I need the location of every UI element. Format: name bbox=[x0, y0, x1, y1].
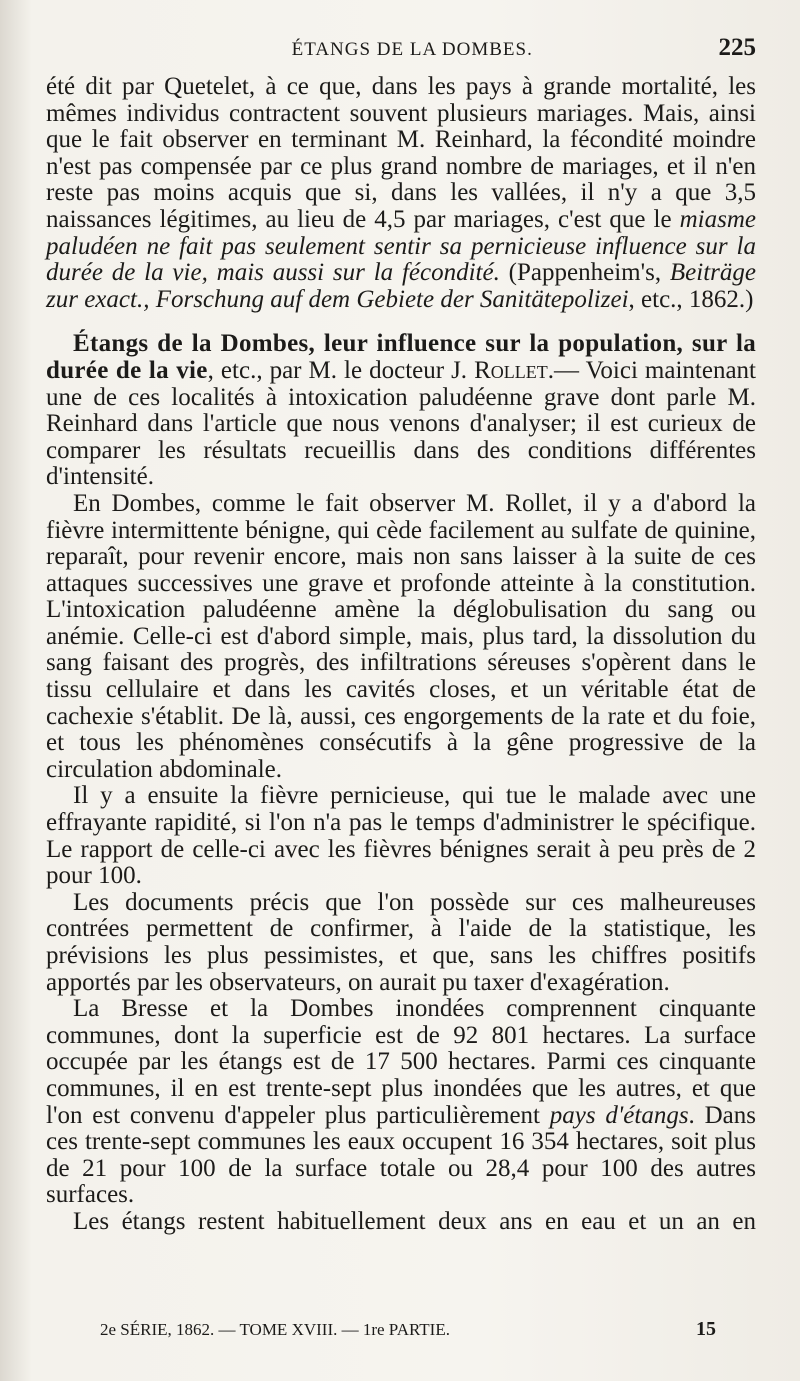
page-header bbox=[46, 34, 756, 74]
running-title: ÉTANGS DE LA DOMBES. bbox=[291, 39, 533, 60]
paragraph-2 bbox=[46, 331, 756, 491]
paragraph-7: Les étangs restent habituellement deux ans en eau et un an en bbox=[73, 1207, 756, 1235]
signature-mark: 15 bbox=[696, 1318, 716, 1340]
section-title: Étangs de la Dombes, leur influence sur la population, sur la durée de la vie bbox=[46, 330, 756, 384]
series-info: 2e SÉRIE, 1862. — TOME XVIII. — 1re PARTIE. bbox=[100, 1320, 450, 1339]
paragraph-4: Il y a ensuite la fièvre pernicieuse, qui tue le malade avec une effrayante rapidité, si l'on n'a pas le temps d'administrer le spécifique. Le rapport de celle-ci avec les fièvres bénignes serait à peu près de 2 pour 100. bbox=[46, 782, 756, 890]
author-name: Rollet bbox=[474, 356, 548, 384]
p2-text-b: .— Voici maintenant une de ces localités à intoxication paludéenne grave dont parle M. Reinhard dans l'article que nous venons d'analyser; il est curieux de comparer les résultats recueillis dans des conditions différentes d'intensité. bbox=[46, 356, 756, 491]
paragraph-3: En Dombes, comme le fait observer M. Rollet, il y a d'abord la fièvre intermittente bénigne, qui cède facilement au sulfate de quinine, reparaît, pour revenir encore, mais non sans laisser à la suite de ces attaques successives une grave et profonde atteinte à la constitution. L'intoxication paludéenne amène la déglobulisation du sang ou anémie. Celle-ci est d'abord simple, mais, plus tard, la dissolution du sang faisant des progrès, des infiltrations séreuses s'opèrent dans le tissu cellulaire et dans les cavités closes, et un véritable état de cachexie s'établit. De là, aussi, ces engorgements de la rate et du foie, et tous les phénomènes consécutifs à la gêne progressive de la circulation abdominale. bbox=[46, 489, 756, 783]
p1-text-e: , etc., 1862.) bbox=[628, 285, 754, 313]
p1-text-a: été dit par Quetelet, à ce que, dans les pays à grande mortalité, les mêmes individus contractent souvent plusieurs mariages. Mais, ainsi que le fait observer en terminant M. Reinhard, la fécondité moindre n'est pas compensée par ce plus grand nombre de mariages, et il n'en reste pas moins acquis que si, dans les vallées, il n'y a que 3,5 naissances légitimes, au lieu de 4,5 par mariages, c'est que le bbox=[46, 73, 756, 233]
page-footer bbox=[100, 1318, 716, 1341]
paragraph-5: Les documents précis que l'on possède sur ces malheureuses contrées permettent de confirmer, à l'aide de la statistique, les prévisions les plus pessimistes, et que, sans les chiffres positifs apportés par les observateurs, on aurait pu taxer d'exagération. bbox=[46, 888, 756, 996]
p1-italic-citation: Beiträge zur exact., Forschung auf dem Gebiete der Sanitätepolizei bbox=[46, 259, 756, 313]
paragraph-6 bbox=[46, 996, 756, 1209]
page-number: 225 bbox=[718, 34, 756, 61]
p6-text-a: La Bresse et la Dombes inondées comprennent cinquante communes, dont la superficie est de 92 801 hectares. La surface occupée par les étangs est de 17 500 hectares. Parmi ces cinquante communes, il en est trente-sept plus inondées que les autres, et que l'on est convenu d'appeler plus particulièrement bbox=[46, 995, 756, 1129]
p1-italic-quote: miasme paludéen ne fait pas seulement sentir sa pernicieuse influence sur la durée de la vie, mais aussi sur la fécondité. bbox=[46, 205, 756, 287]
body-text bbox=[46, 74, 756, 1236]
p6-text-c: . Dans ces trente-sept communes les eaux occupent 16 354 hectares, soit plus de 21 pour 100 de la surface totale ou 28,4 pour 100 des autres surfaces. bbox=[46, 1101, 756, 1209]
p6-italic-term: pays d'étangs bbox=[549, 1101, 689, 1129]
paragraph-1 bbox=[46, 74, 756, 313]
p1-text-c: (Pappenheim's, bbox=[499, 259, 670, 287]
p2-text-a: , etc., par M. le docteur J. bbox=[207, 356, 475, 384]
